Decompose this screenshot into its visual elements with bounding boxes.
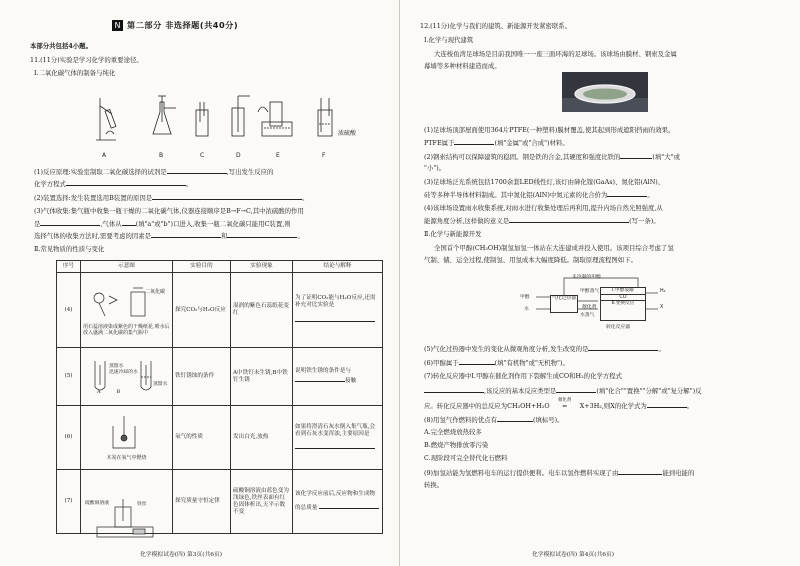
q12-4-line1: (4)该球场设置雨水收集系统,对雨水进行收集处理后再利用,提升内场自然光照强度,从 (424, 204, 663, 212)
row-phenomenon: A中铁钉未生锈,B中铁钉生锈 (231, 348, 293, 406)
flow-output-x: X (660, 305, 664, 310)
apparatus-label-c: C (200, 152, 205, 159)
flow-box-reactor: Ⅰ.甲醇裂解 CO Ⅱ.变换反应 (600, 287, 646, 321)
apparatus-label-f: F (322, 152, 326, 159)
sulfuric-acid-label: 浓硫酸 (338, 130, 357, 137)
distilled-water-label: 蒸馏水 迅速冷却的水 (109, 364, 138, 375)
apparatus-label-d: D (236, 152, 241, 159)
q11-2-line1: (2)装置选择:发生装置选用B装置的原因是 。 (34, 194, 309, 202)
row-purpose: 探究CO₂与H₂O反应 (173, 273, 231, 348)
q12-text2b: 气制、储、运全过程,使制氢、用氢成本大幅度降低。制取原理流程图如下。 (424, 256, 637, 264)
apparatus-label-b: B (159, 152, 164, 159)
flow-methanol-vapor: 甲醇蒸气 (580, 289, 600, 294)
option-b: B.燃烧产物排放零污染 (424, 441, 489, 449)
q12-text1b: 幕墙等多种材料建造而成。 (424, 62, 501, 70)
table-row (57, 273, 383, 348)
q11-1-line1: (1)反应原理:实验室制取二氧化碳选择的试剂是 ,写出发生反应的 (34, 168, 274, 176)
q12-text1a: 大连梭鱼湾足球场是目前我国唯一一座三面环海的足球场。该球场由膜材、钢索及金属 (434, 50, 677, 58)
q12-section1: Ⅰ.化学与现代建筑 (424, 36, 474, 44)
q12-9-line2: 转换。 (424, 481, 444, 489)
q11-section2: Ⅱ.常见物质的性质与变化 (34, 245, 105, 253)
q11-3-line1: (3)气体收集:集气瓶中收集一瓶干燥的二氧化碳气体,仪器连接顺序是B→F→C,其中浓硫酸的作用 (34, 207, 304, 215)
apparatus-diagram (90, 92, 370, 150)
flow-catalyst: 催化剂 (582, 305, 597, 310)
row-diagram-caption: 用石蕊溶液染成紫色的干燥纸花,喷水后放入盛满二氧化碳的集气瓶中 (83, 324, 170, 336)
option-c: C.现阶段可完全替代化石燃料 (424, 454, 508, 462)
co2-label: 二氧化碳 (145, 289, 166, 295)
flow-box-heater: 气化过热器 (550, 295, 578, 313)
q12-3-line1: (3)足球场泛光系统包括1700余套LED线性灯,该灯由砷化镓(GaAs)、氮化铝(AlN)、 (424, 178, 665, 186)
header-conclusion: 结论与解释 (293, 261, 383, 273)
table-row (57, 470, 383, 534)
row-purpose: 探究质量守恒定律 (173, 470, 231, 534)
q12-9-line1: (9)加氢站能为氢燃料电车的运行提供便利。电车以氢作燃料实现了由 能到电能的 (424, 469, 695, 477)
q12-6-line1: (6)甲醇属于 (填"有机物"或"无机物")。 (424, 359, 569, 367)
iron-wire-label: 铁丝 (137, 502, 147, 507)
section-title: 第二部分 非选择题(共40分) (127, 19, 239, 30)
apparatus-label-e: E (276, 152, 280, 159)
q12-2-line1: (2)钢索结构可以保障建筑的稳固。钢是铁的合金,其硬度和强度比铁的 (填"大"或 (424, 153, 680, 161)
row-phenomenon: 湿润的紫色石蕊纸花变红 (231, 273, 293, 348)
section-mark-icon: N (112, 20, 123, 31)
q12-text2a: 全国首个甲醇(CH₃OH)制氢加氢一体站在大连建成并投入使用。该项目综合考虑了氢 (434, 244, 674, 252)
copper-sulfate-label: 硫酸铜溶液 (85, 501, 109, 506)
flow-reactor-label: 转化反应器 (606, 325, 630, 330)
row-phenomenon: 硫酸铜溶液由蓝色变为浅绿色,铁丝表面有红色固体析出,天平示数不变 (231, 470, 293, 534)
part-intro: 本部分共包括4小题。 (30, 42, 92, 50)
q11-section1: Ⅰ.二氧化碳气体的制备与纯化 (34, 69, 116, 77)
row-purpose: 氧气的性质 (173, 406, 231, 470)
q11-title: 11.(11分)实验是学习化学的重要途径。 (30, 56, 143, 64)
row-no: (4) (57, 273, 81, 348)
q12-1-line2: PTFE属于 (填"金属"或"合成")材料。 (424, 139, 569, 147)
q12-7-line2: ,该反应的基本反应类型是 (填"化合""置换""分解"或"复分解")反 (424, 386, 702, 395)
right-page (400, 0, 800, 566)
q12-1-line1: (1)足球场顶部屋面使用364片PTFE(一种塑料)膜材覆盖,使其起到形成遮阳挡雨的效果。 (424, 126, 675, 134)
row-purpose: 铁钉锈蚀的条件 (173, 348, 231, 406)
row-no: (6) (57, 406, 81, 470)
process-flow-diagram (518, 273, 688, 335)
table-header-row (57, 261, 383, 273)
experiment-table (56, 260, 383, 534)
page-footer-right: 化学模拟试卷(四) 第4页(共6页) (532, 552, 615, 558)
row-conclusion: 说明铁生锈的条件是与 接触 (293, 348, 383, 406)
q12-7-line3: 应。转化反应器中的总反应为CH₃OH+H₂O 催化剂 = X+3H₂,则X的化学式为 。 (424, 398, 694, 410)
q12-7-line1: (7)转化反应器中Ⅰ.甲醇在催化剂作用下裂解生成CO和H₂的化学方程式 (424, 372, 623, 380)
section-header (112, 18, 238, 32)
distilled-water-label-b: 蒸馏水 (153, 382, 168, 387)
q12-5-line1: (5)气化过热器中发生的变化从微观角度分析,发生改变的是 。 (424, 345, 665, 353)
q12-8-line1: (8)用氢气作燃料的优点有 (填标号)。 (424, 416, 564, 424)
row-diagram (81, 348, 173, 406)
apparatus-label-a: A (102, 152, 107, 159)
row-no: (5) (57, 348, 81, 406)
row-no: (7) (57, 470, 81, 534)
header-diagram: 示意图 (81, 261, 173, 273)
stadium-photo (562, 72, 648, 112)
q12-section2: Ⅱ.化学与新能源开发 (424, 230, 482, 238)
header-no: 序号 (57, 261, 81, 273)
row-diagram-caption: A B (97, 389, 121, 395)
flow-output-h2: H₂ (660, 289, 666, 294)
header-phenomenon: 实验现象 (231, 261, 293, 273)
option-a: A.完全燃烧放热较多 (424, 428, 482, 436)
header-purpose: 实验目的 (173, 261, 231, 273)
charcoal-burning-diagram (83, 414, 167, 454)
q11-1-line2: 化学方程式 。 (34, 180, 193, 188)
flow-top-label: 未冷凝的甲醇 (572, 275, 601, 280)
row-phenomenon: 发出白光,放热 (231, 406, 293, 470)
row-diagram (81, 406, 173, 470)
flow-methanol: 甲醇 (520, 295, 530, 300)
q11-3-line2: 是 ,气体从 (填"a"或"b")口进入,收集一瓶二氧化碳只能用C装置,则 (34, 220, 291, 228)
row-conclusion: 该化学反应前后,反应物和生成物的总质量 (293, 470, 383, 534)
flow-steam: 水蒸气 (580, 313, 595, 318)
q12-3-line2: 硅等多种半导体材料制成。其中氮化铝(AlN)中氮元素的化合价为 。 (424, 191, 654, 199)
page-footer-left: 化学模拟试卷(四) 第3页(共6页) (140, 552, 223, 558)
row-diagram (81, 470, 173, 534)
table-row (57, 348, 383, 406)
q12-4-line2: 能源角度分析,这样做的意义是 (写一条)。 (424, 217, 660, 225)
row-conclusion: 如果将澄清石灰水倒入集气瓶,会看到石灰水变浑浊,主要原因是 (293, 406, 383, 470)
flow-water: 水 (524, 307, 529, 312)
iron-nail-diagram (83, 357, 167, 395)
row-conclusion: 为了证明CO₂能与H₂O反应,还需补充对比实验是 (293, 273, 383, 348)
table-row (57, 406, 383, 470)
q11-3-line3: 选择气体的收集方法时,需要考虑的因素是 和 。 (34, 232, 304, 240)
q12-2-line2: "小")。 (424, 164, 446, 172)
row-diagram (81, 273, 173, 348)
q12-title: 12.(11分)化学与我们的建筑、新能源开发紧密联系。 (420, 22, 572, 30)
row-diagram-caption: 木炭在氧气中燃烧 (106, 454, 147, 461)
